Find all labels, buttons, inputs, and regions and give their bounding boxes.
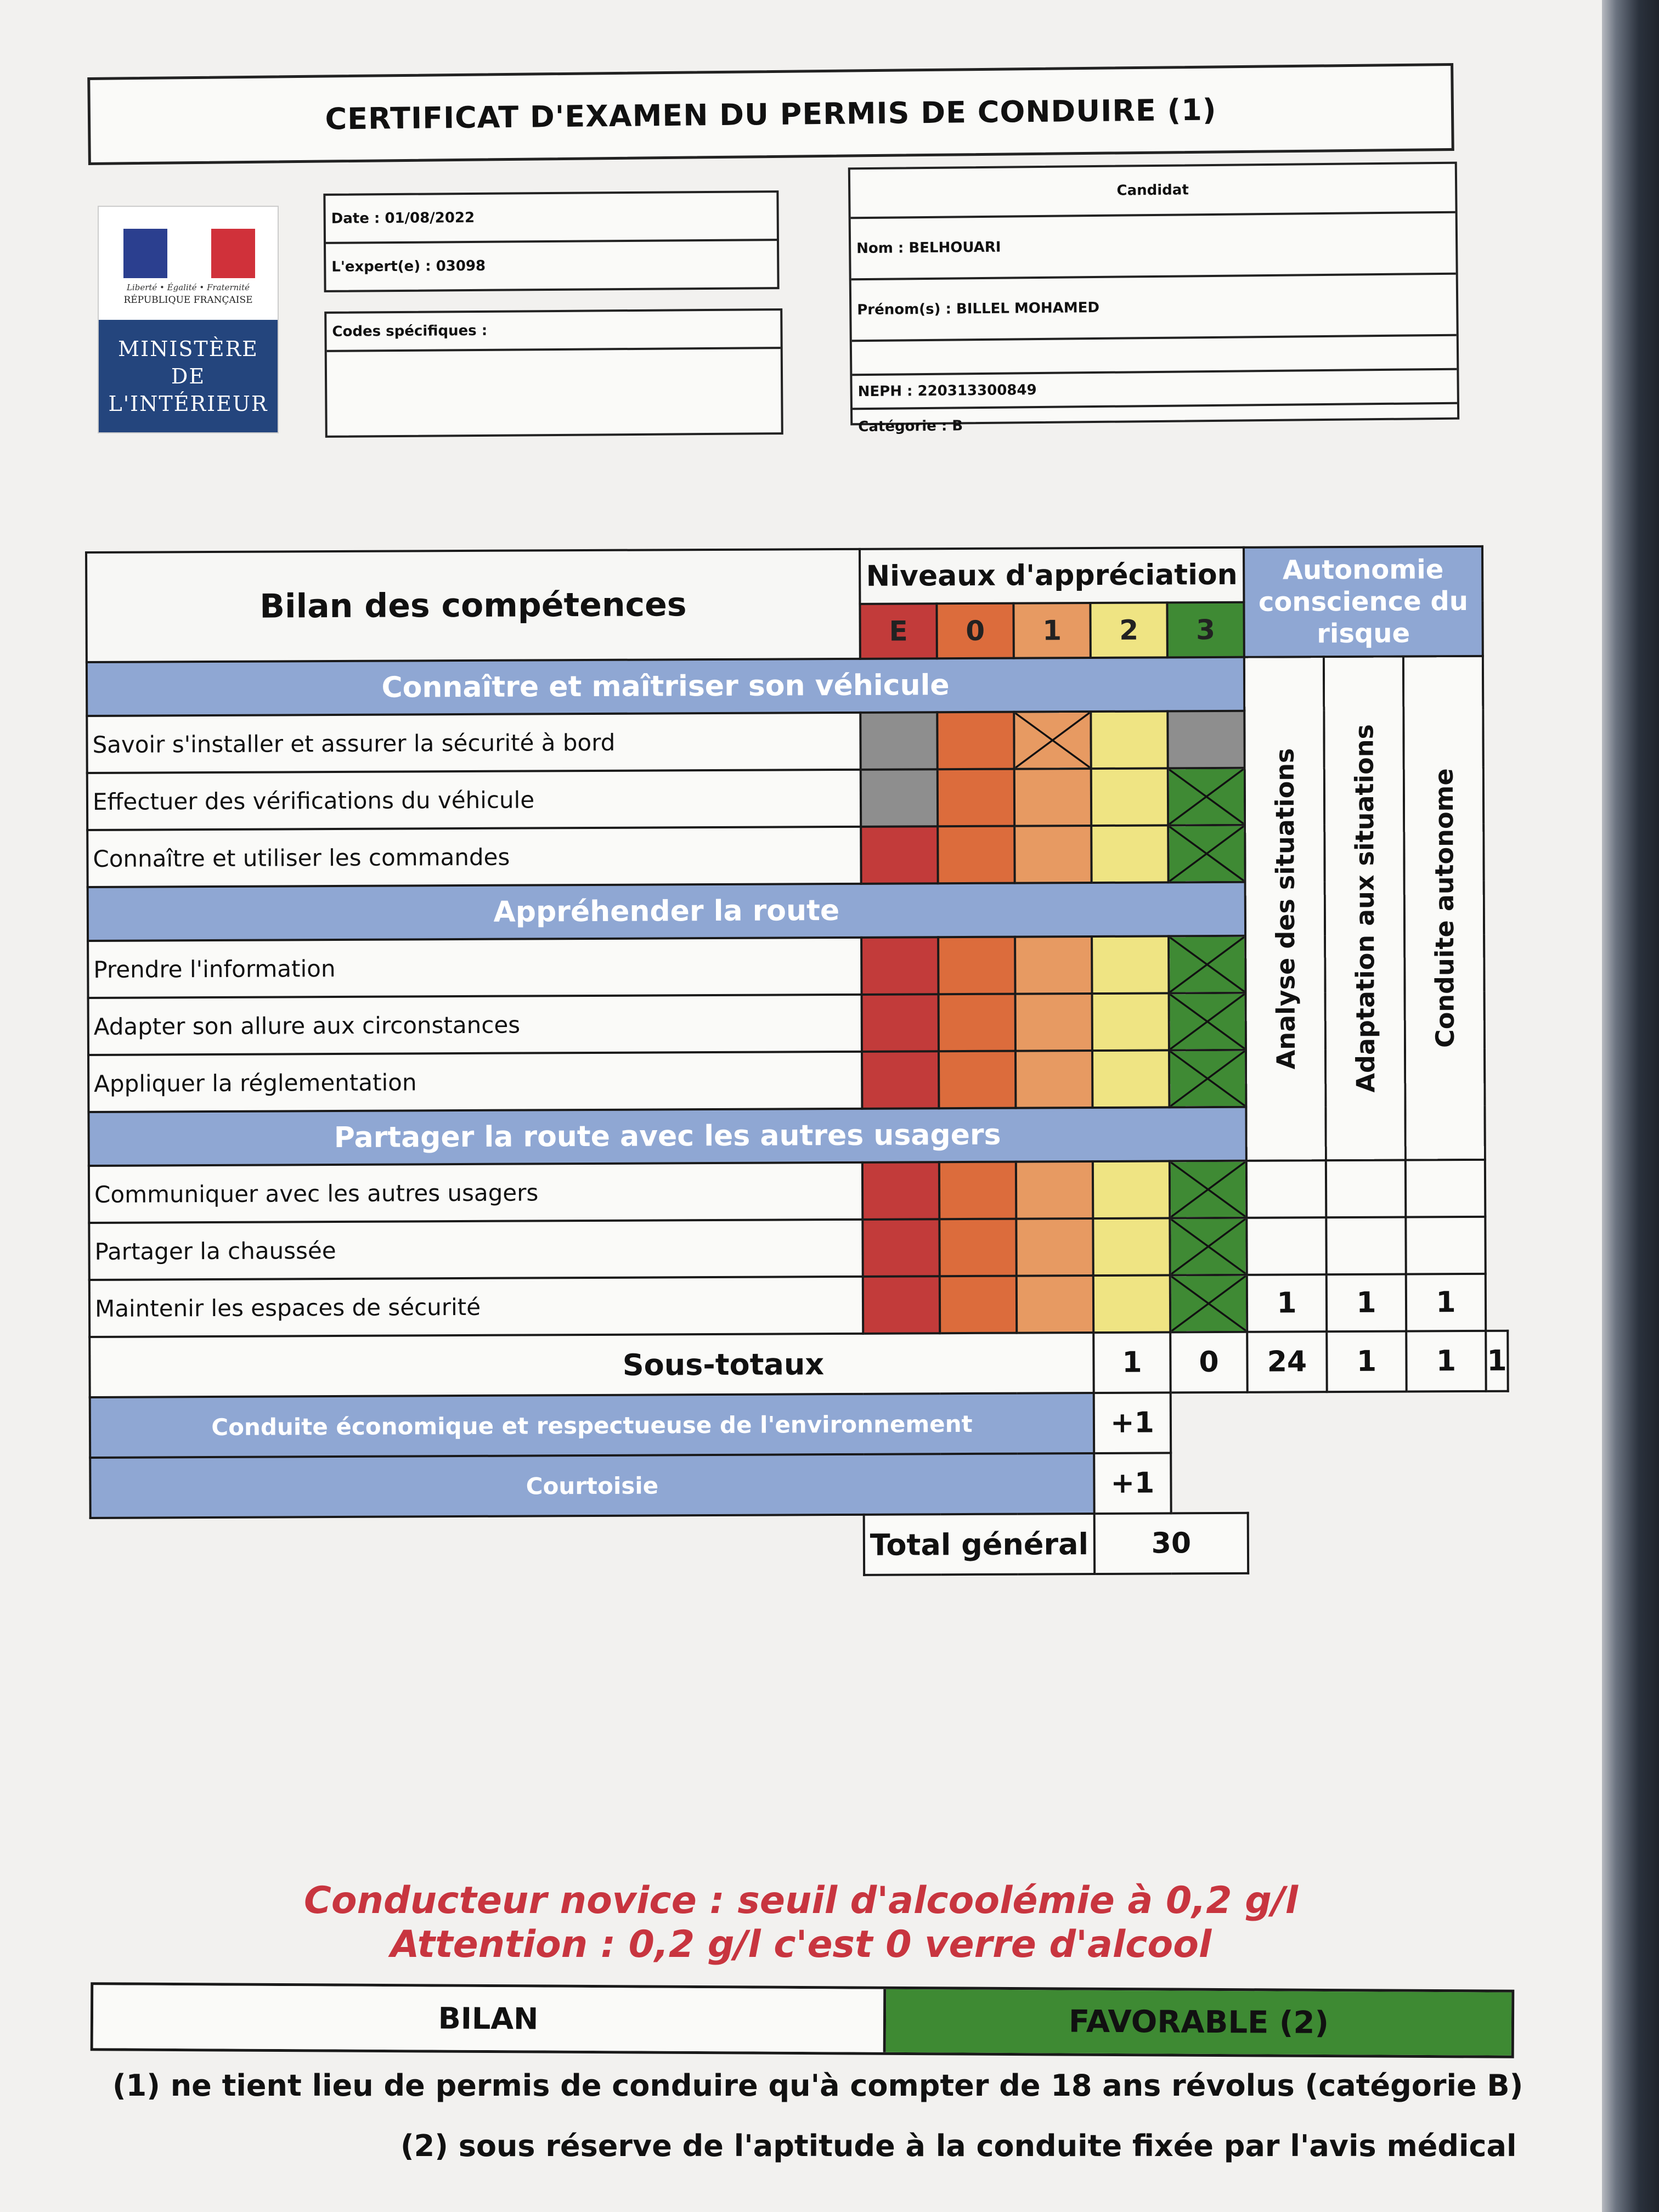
level-cell [860, 712, 937, 770]
competence-label: Appliquer la réglementation [88, 1052, 862, 1112]
level-cell [1014, 769, 1091, 826]
subtotals-label: Sous-totaux [89, 1333, 1093, 1397]
level-cell [1092, 993, 1169, 1051]
warning-line-1: Conducteur novice : seuil d'alcoolémie à 0,2 g/l [303, 1879, 1299, 1922]
competence-label: Adapter son allure aux circonstances [88, 995, 862, 1055]
table-row [89, 1274, 1508, 1337]
levels-title: Niveaux d'appréciation [860, 548, 1244, 604]
level-header-2: 2 [1090, 602, 1167, 658]
autonomy-score [1326, 1160, 1406, 1218]
level-cell [1014, 826, 1091, 883]
autonomy-column [1324, 657, 1406, 1161]
subtotal-value: 24 [1247, 1331, 1327, 1392]
autonomy-score: 1 [1247, 1274, 1327, 1332]
bilan-result: FAVORABLE (2) [886, 1989, 1512, 2056]
autonomy-column [1403, 656, 1485, 1160]
bonus-value: +1 [1094, 1453, 1171, 1514]
level-cell [1091, 711, 1167, 769]
exam-date: Date : 01/08/2022 [325, 193, 777, 244]
section-header: Partager la route avec les autres usagers [88, 1107, 1246, 1166]
level-cell [1092, 1050, 1169, 1108]
level-cell [862, 1162, 939, 1220]
specific-codes-label: Codes spécifiques : [326, 311, 780, 352]
selected-level-cell [1014, 712, 1091, 769]
selected-level-cell [1168, 825, 1245, 883]
total-value: 30 [1094, 1513, 1248, 1574]
autonomy-score [1246, 1160, 1326, 1218]
competence-label: Connaître et utiliser les commandes [87, 827, 861, 887]
level-header-1: 1 [1013, 603, 1090, 658]
empty-cell [1171, 1452, 1486, 1514]
competence-label: Maintenir les espaces de sécurité [89, 1277, 863, 1337]
autonomy-score: 1 [1327, 1274, 1406, 1332]
subtotal-value: 0 [1170, 1332, 1247, 1393]
selected-level-cell [1169, 1050, 1246, 1108]
subtotal-value: 1 [1093, 1332, 1170, 1393]
selected-level-cell [1170, 1218, 1246, 1276]
level-cell [1016, 1161, 1093, 1219]
level-header-0: 0 [936, 603, 1013, 659]
competence-label: Partager la chaussée [89, 1220, 862, 1280]
level-cell [937, 712, 1014, 770]
ministry-logo [98, 206, 279, 433]
specific-codes-box [324, 308, 783, 438]
autonomy-score [1326, 1217, 1406, 1275]
level-cell [940, 1276, 1017, 1334]
table-row [89, 1217, 1508, 1280]
candidate-neph: NEPH : 220313300849 [852, 370, 1457, 410]
level-cell [862, 1051, 939, 1109]
candidate-box [848, 162, 1459, 436]
level-cell [1093, 1161, 1170, 1218]
ministry-name: MINISTÈRE DE L'INTÉRIEUR [99, 320, 278, 432]
candidate-blank-row [852, 336, 1457, 376]
competence-label: Communiquer avec les autres usagers [89, 1163, 862, 1223]
level-header-3: 3 [1167, 602, 1244, 658]
selected-level-cell [1169, 936, 1245, 994]
level-cell [1015, 994, 1092, 1051]
selected-level-cell [1170, 1275, 1247, 1333]
subtotal-value: 1 [1486, 1331, 1508, 1391]
selected-level-cell [1170, 1161, 1246, 1218]
empty-cell [1248, 1512, 1487, 1573]
empty-cell [91, 1515, 864, 1578]
footnote-1: (1) ne tient lieu de permis de conduire qu'à compter de 18 ans révolus (catégorie B) [112, 2068, 1523, 2103]
level-cell [939, 1162, 1016, 1220]
candidate-header: Candidat [850, 164, 1455, 219]
empty-cell [1171, 1391, 1486, 1453]
candidate-firstname: Prénom(s) : BILLEL MOHAMED [851, 275, 1457, 342]
level-cell [1091, 825, 1168, 883]
bilan-box [91, 1982, 1515, 2058]
level-cell [939, 994, 1015, 1052]
footnote-2: (2) sous réserve de l'aptitude à la conduite fixée par l'avis médical [400, 2129, 1517, 2163]
specific-codes-value [327, 349, 781, 435]
exam-expert: L'expert(e) : 03098 [331, 257, 486, 275]
level-cell [862, 994, 939, 1052]
level-cell [938, 826, 1014, 884]
certificate-title: CERTIFICAT D'EXAMEN DU PERMIS DE CONDUIRE (1) [87, 63, 1454, 165]
table-row [89, 1160, 1508, 1223]
bonus-label: Conduite économique et respectueuse de l'environnement [90, 1393, 1094, 1458]
bilan-label: BILAN [93, 1985, 887, 2052]
subtotal-value: 1 [1327, 1331, 1406, 1392]
exam-info-box [323, 190, 779, 292]
candidate-name: Nom : BELHOUARI [851, 213, 1456, 281]
table-title: Bilan des compétences [86, 549, 860, 662]
candidate-category: Catégorie : B [858, 417, 963, 436]
selected-level-cell [1168, 768, 1245, 826]
competence-table [85, 545, 1510, 1579]
background-edge [1593, 0, 1659, 2212]
section-header: Appréhender la route [88, 882, 1245, 941]
logo-republic: RÉPUBLIQUE FRANÇAISE [123, 295, 253, 306]
level-cell [1015, 936, 1092, 994]
level-cell [1091, 768, 1168, 826]
total-label: Total général [864, 1514, 1094, 1575]
bonus-label: Courtoisie [90, 1453, 1094, 1518]
autonomy-column [1244, 657, 1326, 1161]
autonomy-score [1406, 1217, 1485, 1274]
autonomy-title: Autonomie conscience du risque [1244, 546, 1483, 657]
level-cell [1092, 936, 1169, 994]
level-cell [1093, 1275, 1170, 1333]
competence-label: Savoir s'installer et assurer la sécurité à bord [87, 713, 860, 773]
level-cell [939, 1219, 1016, 1277]
competence-label: Effectuer des vérifications du véhicule [87, 770, 861, 830]
autonomy-score: 1 [1406, 1274, 1486, 1331]
level-cell [861, 826, 938, 884]
level-cell [938, 769, 1014, 827]
level-cell [939, 1051, 1015, 1109]
level-cell [1016, 1218, 1093, 1276]
autonomy-column-label: Analyse des situations [1269, 748, 1301, 1070]
logo-motto: Liberté • Égalité • Fraternité [126, 283, 250, 292]
level-header-E: E [860, 603, 936, 659]
level-cell [1167, 711, 1244, 769]
autonomy-column-label: Conduite autonome [1429, 768, 1460, 1048]
competence-label: Prendre l'information [88, 938, 861, 998]
level-cell [938, 937, 1015, 995]
autonomy-score [1246, 1217, 1326, 1275]
french-flag-icon [123, 229, 255, 278]
level-cell [862, 1219, 939, 1277]
level-cell [1017, 1276, 1093, 1333]
autonomy-column-label: Adaptation aux situations [1348, 724, 1380, 1093]
level-cell [1093, 1218, 1170, 1276]
section-header: Connaître et maîtriser son véhicule [87, 657, 1244, 716]
subtotal-value: 1 [1406, 1331, 1486, 1392]
warning-line-2: Attention : 0,2 g/l c'est 0 verre d'alcool [390, 1923, 1212, 1966]
level-cell [861, 769, 938, 827]
selected-level-cell [1169, 993, 1246, 1051]
autonomy-score [1406, 1160, 1485, 1217]
bonus-value: +1 [1094, 1392, 1171, 1453]
level-cell [863, 1276, 940, 1334]
level-cell [861, 937, 938, 995]
level-cell [1015, 1051, 1092, 1108]
